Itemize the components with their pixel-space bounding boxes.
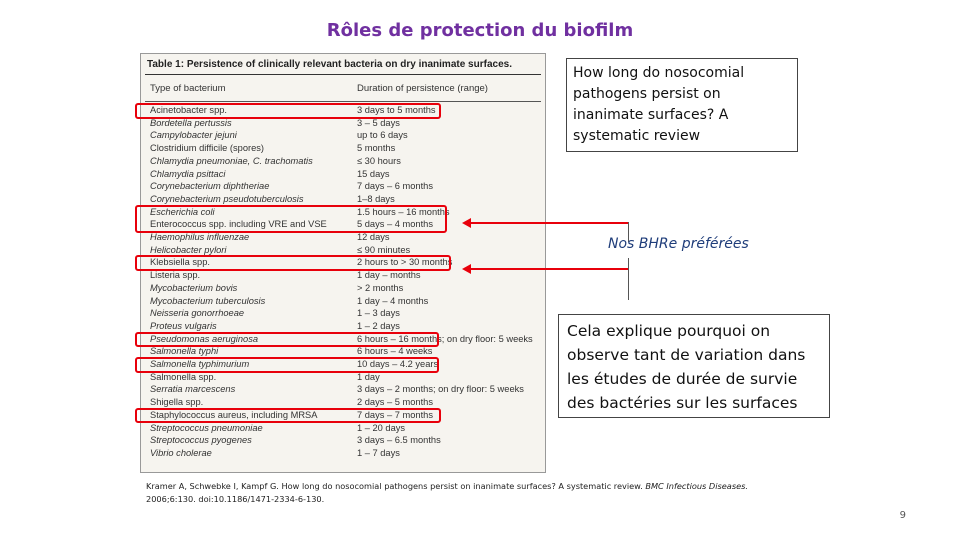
highlight-box xyxy=(135,205,447,233)
bacterium-name: Salmonella typhimurium xyxy=(150,359,250,369)
persistence-duration: ≤ 90 minutes xyxy=(357,244,411,255)
bacterium-name: Chlamydia pneumoniae, C. trachomatis xyxy=(150,155,313,166)
table-row xyxy=(141,384,547,397)
persistence-duration: 2 hours to > 30 months xyxy=(357,257,453,268)
persistence-duration: 1 day – months xyxy=(357,270,421,281)
article-title-box: How long do nosocomial pathogens persist on inanimate surfaces? A systematic review xyxy=(566,58,798,152)
bacterium-name: Pseudomonas aeruginosa xyxy=(150,333,259,344)
highlight-box xyxy=(135,255,451,271)
persistence-duration: > 2 months xyxy=(357,282,404,293)
persistence-duration: 15 days xyxy=(357,168,390,179)
page-number: 9 xyxy=(899,510,906,521)
bacterium-name: Salmonella typhi xyxy=(150,346,219,357)
bacterium-name: Shigella spp. xyxy=(150,397,204,408)
bacterium-name: Enterococcus spp. including VRE and VSE xyxy=(150,219,327,230)
persistence-duration: 12 days xyxy=(357,232,390,242)
explanation-box: Cela explique pourquoi on observe tant de variation dans les études de durée de survie des bactéries sur les surfaces xyxy=(558,314,830,418)
table-row xyxy=(141,283,547,296)
reference-journal: BMC Infectious Diseases. xyxy=(645,481,748,491)
bacterium-name: Bordetella pertussis xyxy=(150,117,232,128)
table-row xyxy=(141,232,547,245)
persistence-duration: 7 days – 7 months xyxy=(357,409,433,420)
highlight-box xyxy=(135,103,441,119)
persistence-duration: 3 – 5 days xyxy=(357,117,400,128)
highlight-box xyxy=(135,408,441,424)
persistence-duration: 1 – 7 days xyxy=(357,447,400,458)
persistence-duration: 6 hours – 4 weeks xyxy=(357,346,433,357)
bacterium-name: Chlamydia psittaci xyxy=(150,168,226,179)
persistence-duration: 3 days – 2 months; on dry floor: 5 weeks xyxy=(357,384,524,395)
persistence-table xyxy=(140,53,546,473)
reference-text: Kramer A, Schwebke I, Kampf G. How long do nosocomial pathogens persist on inanimate surfaces? A systematic review. xyxy=(146,481,643,491)
bacterium-name: Salmonella spp. xyxy=(150,371,217,382)
persistence-duration: 1–8 days xyxy=(357,193,395,204)
persistence-duration: 5 months xyxy=(357,143,396,154)
persistence-duration: 1 – 3 days xyxy=(357,308,400,319)
reference-citation xyxy=(146,480,846,506)
bacterium-name: Helicobacter pylori xyxy=(150,244,227,255)
persistence-duration: 2 days – 5 months xyxy=(357,397,433,408)
bacterium-name: Corynebacterium diphtheriae xyxy=(150,181,270,192)
persistence-duration: ≤ 30 hours xyxy=(357,155,401,166)
table-row xyxy=(141,181,547,194)
arrow-escherichia xyxy=(470,222,628,224)
bacterium-name: Vibrio cholerae xyxy=(150,447,212,458)
bacterium-name: Serratia marcescens xyxy=(150,384,236,395)
table-row xyxy=(141,448,547,461)
table-row xyxy=(141,296,547,309)
persistence-duration: 1.5 hours – 16 months xyxy=(357,206,450,217)
persistence-duration: 3 days to 5 months xyxy=(357,105,436,115)
persistence-duration: 10 days – 4.2 years xyxy=(357,359,439,369)
arrowhead-klebsiella xyxy=(462,264,471,274)
table-row xyxy=(141,118,547,131)
table-row xyxy=(141,156,547,169)
slide-title: Rôles de protection du biofilm xyxy=(326,20,634,41)
persistence-duration: 1 day – 4 months xyxy=(357,295,429,306)
bacterium-name: Acinetobacter spp. xyxy=(150,105,228,115)
bacterium-name: Proteus vulgaris xyxy=(150,320,217,331)
table-row xyxy=(141,130,547,143)
bacterium-name: Escherichia coli xyxy=(150,206,215,217)
column-header-duration: Duration of persistence (range) xyxy=(357,83,488,94)
table-row xyxy=(141,423,547,436)
table-row xyxy=(141,169,547,182)
bacterium-name: Campylobacter jejuni xyxy=(150,130,237,141)
table-row xyxy=(141,308,547,321)
bacterium-name: Corynebacterium pseudotuberculosis xyxy=(150,193,304,204)
persistence-duration: up to 6 days xyxy=(357,130,408,141)
highlight-box xyxy=(135,332,439,348)
persistence-duration: 1 – 20 days xyxy=(357,422,406,433)
table-caption: Table 1: Persistence of clinically relevant bacteria on dry inanimate surfaces. xyxy=(147,59,512,70)
bacterium-name: Mycobacterium bovis xyxy=(150,282,238,293)
bacterium-name: Streptococcus pneumoniae xyxy=(150,422,263,433)
table-row xyxy=(141,372,547,385)
arrowhead-escherichia xyxy=(462,218,471,228)
connector-line-bottom xyxy=(628,258,629,300)
column-header-bacterium: Type of bacterium xyxy=(150,83,226,94)
table-row xyxy=(141,435,547,448)
arrow-klebsiella xyxy=(470,268,628,270)
persistence-duration: 5 days – 4 months xyxy=(357,219,433,230)
table-row xyxy=(141,143,547,156)
persistence-duration: 1 day xyxy=(357,371,380,382)
bacterium-name: Neisseria gonorrhoeae xyxy=(150,308,245,319)
persistence-duration: 7 days – 6 months xyxy=(357,181,433,192)
caption-divider xyxy=(145,74,541,75)
bacterium-name: Clostridium difficile (spores) xyxy=(150,143,265,154)
table-row xyxy=(141,270,547,283)
bacterium-name: Staphylococcus aureus, including MRSA xyxy=(150,409,318,420)
bacterium-name: Streptococcus pyogenes xyxy=(150,435,252,446)
bacterium-name: Mycobacterium tuberculosis xyxy=(150,295,266,306)
header-divider xyxy=(145,101,541,102)
highlight-box xyxy=(135,357,439,373)
bacterium-name: Klebsiella spp. xyxy=(150,257,210,268)
bacterium-name: Haemophilus influenzae xyxy=(150,232,250,242)
bacterium-name: Listeria spp. xyxy=(150,270,201,281)
persistence-duration: 6 hours – 16 months; on dry floor: 5 weeks xyxy=(357,333,533,344)
bhre-label: Nos BHRe préférées xyxy=(608,236,749,252)
persistence-duration: 1 – 2 days xyxy=(357,320,400,331)
persistence-duration: 3 days – 6.5 months xyxy=(357,435,441,446)
reference-doi: 2006;6:130. doi:10.1186/1471-2334-6-130. xyxy=(146,494,325,504)
